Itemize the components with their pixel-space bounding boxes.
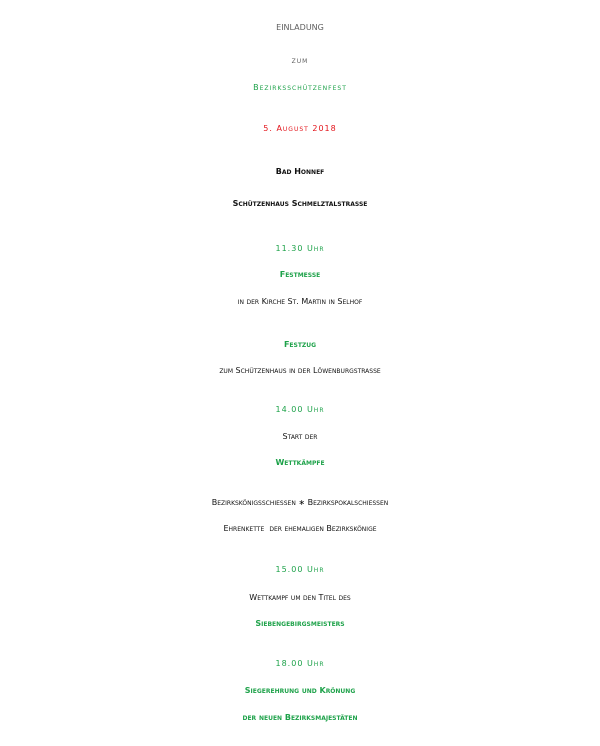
program-title: Wettkämpfe	[275, 458, 325, 467]
program-title: Festmesse	[279, 270, 321, 279]
program-events: Ehrenkette der ehemaligen Bezirkskönige	[223, 524, 377, 533]
heading: EINLADUNG	[276, 23, 324, 32]
event-date: 5. August 2018	[263, 124, 337, 133]
program-time: 15.00 Uhr	[275, 565, 325, 574]
program-detail: Start der	[282, 432, 318, 441]
program-events: Bezirkskönigsschiessen ∗ Bezirkspokalschiessen	[211, 498, 389, 507]
program-time: 14.00 Uhr	[275, 405, 325, 414]
program-title: Festzug	[283, 340, 317, 349]
program-detail: Wettkampf um den Titel des	[249, 593, 351, 602]
event-venue: Schützenhaus Schmelztalstrasse	[232, 199, 368, 208]
heading-connector: zum	[291, 56, 309, 65]
program-title: Siebengebirgsmeisters	[255, 619, 345, 628]
program-detail: in der Kirche St. Martin in Selhof	[237, 297, 363, 306]
program-time: 18.00 Uhr	[275, 659, 325, 668]
event-city: Bad Honnef	[275, 167, 325, 176]
event-title: Bezirksschützenfest	[253, 83, 347, 92]
program-detail: zum Schützenhaus in der Löwenburgstrasse	[219, 366, 381, 375]
program-time: 11.30 Uhr	[275, 244, 325, 253]
program-title: Siegerehrung und Krönung	[244, 686, 356, 695]
program-title: der neuen Bezirksmajestäten	[242, 713, 358, 722]
